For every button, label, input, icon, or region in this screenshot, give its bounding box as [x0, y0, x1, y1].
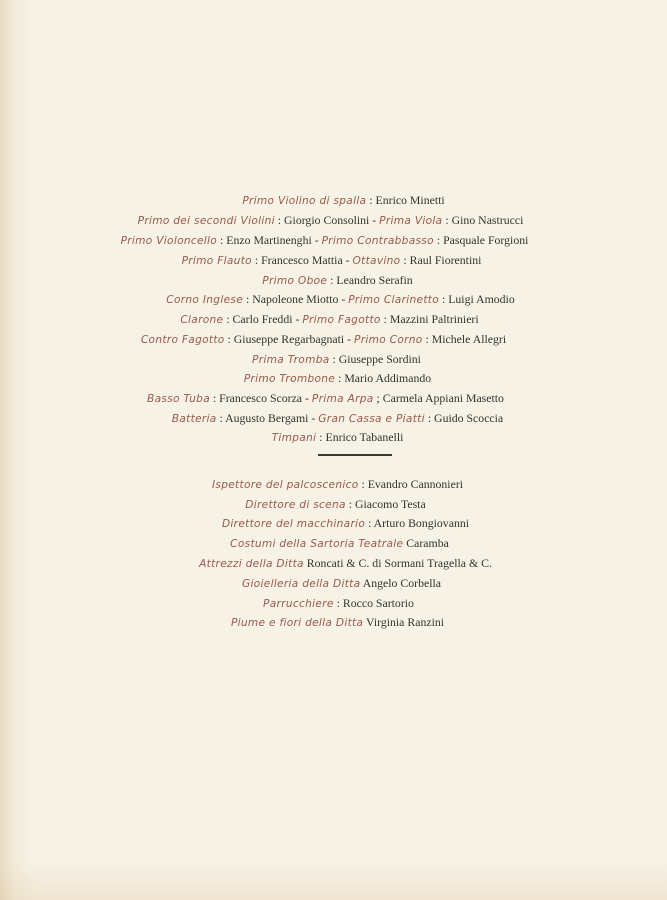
role-title: Gioielleria della Ditta	[241, 578, 361, 590]
person-name: : Giorgio Consolini -	[274, 213, 380, 227]
role-title: Primo Trombone	[243, 373, 336, 385]
role-title: Primo Violino di spalla	[242, 195, 367, 207]
person-name: Caramba	[403, 536, 449, 550]
orchestra-credit-line	[10, 193, 667, 208]
role-title: Basso Tuba	[147, 393, 210, 405]
person-name: : Giacomo Testa	[345, 497, 426, 511]
person-name: : Guido Scoccia	[424, 411, 504, 425]
person-name: : Michele Allegri	[422, 332, 507, 346]
person-name: : Francesco Mattia -	[251, 253, 353, 267]
person-name: : Luigi Amodio	[439, 292, 515, 306]
person-name: : Enrico Tabanelli	[316, 430, 404, 444]
person-name: : Raul Fiorentini	[400, 253, 482, 267]
staff-credit-line	[12, 516, 667, 531]
staff-credit-line	[4, 477, 667, 492]
orchestra-credit-line	[7, 292, 667, 307]
role-title: Attrezzi della Ditta	[199, 558, 304, 570]
person-name: Roncati & C. di Sormani Tragella & C.	[303, 556, 492, 570]
person-name: : Mazzini Paltrinieri	[380, 312, 479, 326]
person-name: ; Carmela Appiani Masetto	[373, 391, 504, 405]
person-name: : Napoleone Miotto -	[243, 292, 349, 306]
person-name: : Enrico Minetti	[366, 193, 445, 207]
role-title: Primo Corno	[354, 334, 423, 346]
person-name: : Leandro Serafin	[327, 273, 413, 287]
orchestra-credit-line	[3, 352, 667, 367]
person-name: : Francesco Scorza -	[210, 391, 312, 405]
role-title: Prima Tromba	[252, 354, 330, 366]
staff-credit-line	[8, 576, 667, 591]
role-title: Ottavino	[352, 255, 401, 267]
orchestra-credit-line	[0, 253, 665, 268]
role-title: Direttore del macchinario	[221, 518, 366, 530]
person-name: : Giuseppe Sordini	[329, 352, 421, 366]
person-name: : Rocco Sartorio	[333, 596, 414, 610]
orchestra-credit-line	[0, 312, 663, 327]
orchestra-credit-line	[0, 213, 664, 228]
role-title: Primo Oboe	[262, 275, 328, 287]
role-title: Primo Violoncello	[120, 235, 218, 247]
orchestra-credit-line	[4, 371, 667, 386]
role-title: Primo Clarinetto	[348, 294, 440, 306]
orchestra-credit-line	[4, 430, 667, 445]
orchestra-credit-line	[4, 273, 667, 288]
person-name: : Evandro Cannonieri	[358, 477, 464, 491]
person-name: : Pasquale Forgioni	[433, 233, 529, 247]
role-title: Prima Arpa	[311, 393, 374, 405]
role-title: Clarone	[180, 314, 224, 326]
section-divider	[318, 454, 392, 456]
role-title: Direttore di scena	[245, 499, 346, 511]
person-name: : Giuseppe Regarbagnati -	[224, 332, 354, 346]
staff-credit-line	[2, 497, 667, 512]
person-name: : Gino Nastrucci	[442, 213, 524, 227]
person-name: Virginia Ranzini	[363, 615, 445, 629]
staff-credit-line	[6, 536, 667, 551]
role-title: Gran Cassa e Piatti	[318, 413, 425, 425]
role-title: Primo Contrabbasso	[321, 235, 434, 247]
role-title: Batteria	[171, 413, 217, 425]
person-name: : Carlo Freddi -	[223, 312, 303, 326]
role-title: Costumi della Sartoria Teatrale	[230, 538, 404, 550]
staff-credit-line	[4, 615, 667, 630]
role-title: Contro Fagotto	[140, 334, 225, 346]
role-title: Primo Fagotto	[302, 314, 381, 326]
person-name: : Enzo Martinenghi -	[217, 233, 322, 247]
role-title: Ispettore del palcoscenico	[211, 479, 359, 491]
staff-credit-line	[12, 556, 667, 571]
orchestra-credit-line	[4, 411, 667, 426]
person-name: : Arturo Bongiovanni	[365, 516, 470, 530]
person-name: : Mario Addimando	[335, 371, 432, 385]
orchestra-credit-line	[0, 391, 659, 406]
role-title: Primo Flauto	[181, 255, 252, 267]
role-title: Piume e fiori della Ditta	[230, 617, 364, 629]
role-title: Parrucchiere	[263, 598, 334, 610]
role-title: Primo dei secondi Violini	[137, 215, 275, 227]
orchestra-credit-line	[0, 332, 657, 347]
role-title: Timpani	[271, 432, 317, 444]
role-title: Prima Viola	[379, 215, 443, 227]
role-title: Corno Inglese	[166, 294, 244, 306]
person-name: Angelo Corbella	[360, 576, 442, 590]
staff-credit-line	[5, 596, 667, 611]
person-name: : Augusto Bergami -	[216, 411, 319, 425]
orchestra-credit-line	[0, 233, 658, 248]
